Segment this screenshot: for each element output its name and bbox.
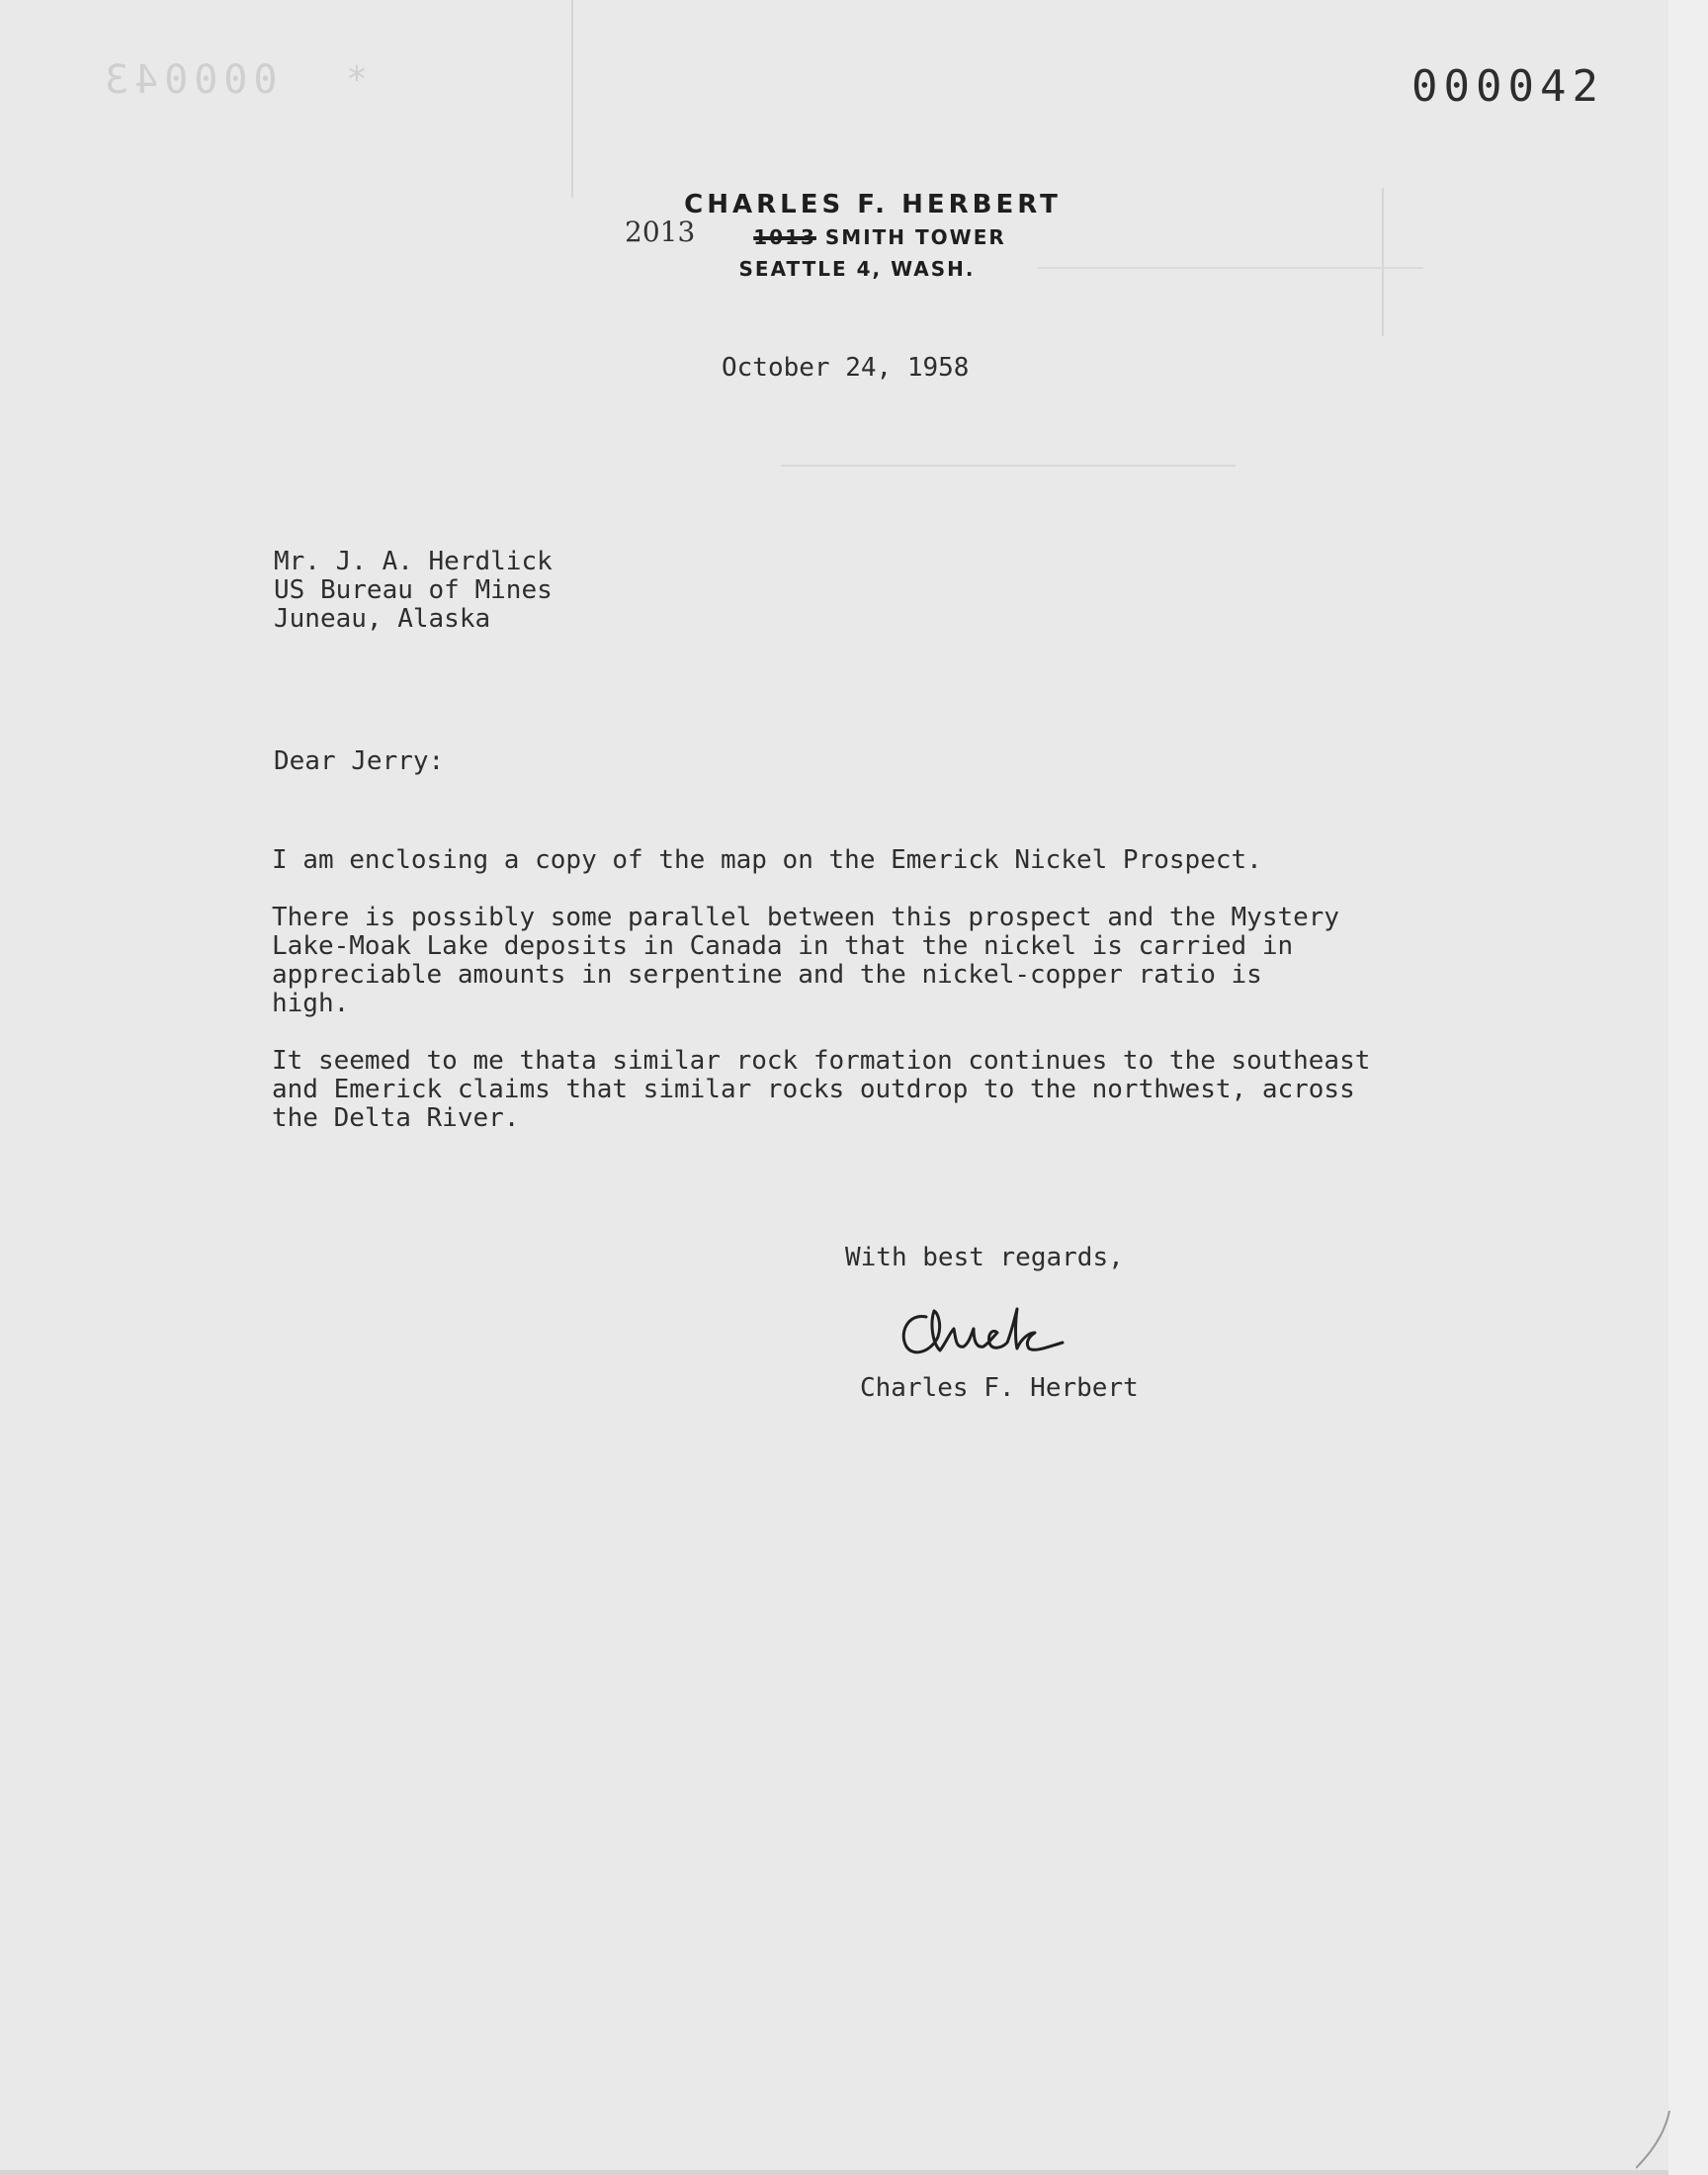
letter-body bbox=[272, 846, 1458, 1162]
letterhead-street bbox=[573, 216, 1107, 249]
bleed-through-mark: * bbox=[348, 59, 366, 100]
letterhead-name: CHARLES F. HERBERT bbox=[684, 190, 1062, 219]
bleed-through-line bbox=[1382, 188, 1384, 336]
handwritten-suite-number: 2013 bbox=[625, 216, 696, 248]
paragraph: It seemed to me thata similar rock formation continues to the southeast and Emerick claims that similar rocks outdrop to the northwest, across the Delta River. bbox=[272, 1046, 1371, 1133]
recipient-location: Juneau, Alaska bbox=[274, 604, 491, 634]
letterhead-street-name: SMITH TOWER bbox=[824, 225, 1006, 249]
page-corner-curl bbox=[1636, 2111, 1675, 2170]
letter-date: October 24, 1958 bbox=[722, 353, 970, 383]
letterhead-city: SEATTLE 4, WASH. bbox=[738, 257, 976, 281]
page-edge bbox=[1668, 0, 1708, 2175]
salutation: Dear Jerry: bbox=[274, 746, 445, 776]
document-number: 000042 bbox=[1411, 61, 1604, 112]
recipient-name: Mr. J. A. Herdlick bbox=[274, 547, 553, 576]
letterhead bbox=[573, 190, 1107, 281]
closing: With best regards, bbox=[845, 1243, 1124, 1272]
handwritten-signature bbox=[895, 1303, 1082, 1362]
recipient-organization: US Bureau of Mines bbox=[274, 575, 553, 605]
paragraph: There is possibly some parallel between this prospect and the Mystery Lake-Moak Lake deposits in Canada in that the nickel is carried in appreciable amounts in serpentine and the nickel-copper ratio is high. bbox=[272, 903, 1340, 1018]
recipient-address bbox=[274, 548, 553, 634]
bleed-through-line bbox=[781, 465, 1236, 467]
bleed-through-doc-number: 000043 bbox=[99, 57, 278, 103]
struck-suite-number: 1013 bbox=[753, 225, 816, 249]
paragraph: I am enclosing a copy of the map on the Emerick Nickel Prospect. bbox=[272, 845, 1262, 875]
bleed-through-line bbox=[571, 0, 573, 198]
signer-name: Charles F. Herbert bbox=[860, 1373, 1139, 1403]
